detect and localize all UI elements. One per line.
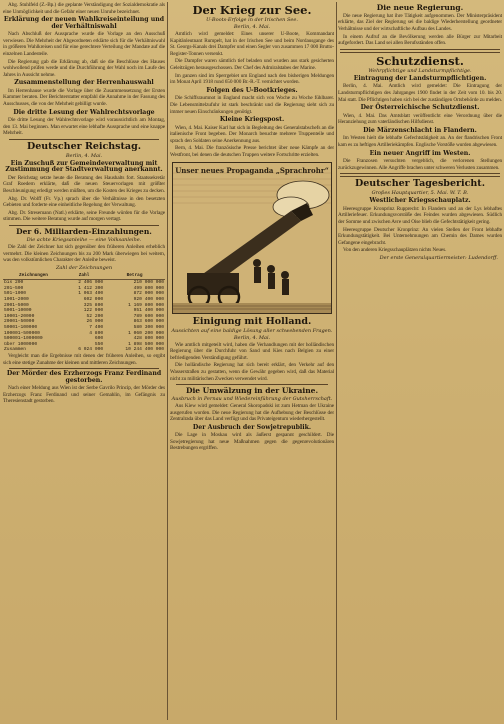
subscription-table [3, 272, 165, 353]
table-cell: 10 244 400 000 [125, 347, 164, 353]
headline: Die dritte Lesung der Wahlrechtsvorlage [13, 108, 155, 116]
table-cell: 50001–100000 [4, 325, 38, 331]
table-cell: 100001–500000 [4, 330, 40, 336]
headline: Eintragung der Landsturmpflichtigen. [353, 74, 487, 82]
table-header: Zeichnungen [3, 272, 64, 280]
table-cell: 920 400 000 [133, 297, 164, 303]
headline: Die Märzenschlacht in Flandern. [363, 126, 477, 134]
article-paragraph: Die holländische Regierung hat sich bereit erklärt, den Verkehr auf den Wasserstraßen zu gestatten, wenn die Gewähr gegeben wird, daß das Material nicht zu militärischen Zwecken verwendet wird. [170, 362, 334, 382]
article-paragraph: Nach Abschluß der Aussprache wurde die Vorlage an den Ausschuß verwiesen. Die Mehrheit der Abgeordneten erklärte sich für die Verhältniswahl in größeren Wahlkreisen und für eine gerechtere Verteilung der Mandate auf die einzelnen Landesteile. [3, 31, 165, 57]
headline: Der Mörder des Erzherzogs Franz Ferdinand gestorben. [6, 370, 162, 384]
table-cell: 872 000 000 [133, 291, 164, 297]
subheadline: Wehrpflichtige und Landsturmpflichtige. [368, 67, 472, 74]
article-paragraph: Von den anderen Kriegsschauplätzen nichts Neues. [343, 247, 447, 254]
dateline: Berlin, 4. Mai. [233, 24, 271, 31]
article-paragraph: Heeresgruppe Deutscher Kronprinz: An vielen Stellen der Front lebhafte Erkundungstätigkeit. Bei Unternehmungen am Chemin des Dames wurden Gefangene eingebracht. [338, 226, 502, 246]
column-center [170, 2, 334, 720]
table-cell: 10001–20000 [4, 313, 35, 319]
divider [176, 384, 328, 385]
divider [9, 225, 159, 226]
subheadline: Ein Zuschuß zur Gemeindeverwaltung mit Zustimmung der Stadtverwaltung anerkannt. [5, 159, 163, 174]
dateline: Großes Hauptquartier, 5. Mai. W. T. B. [371, 190, 469, 197]
table-cell: 602 000 [83, 297, 104, 303]
table-cell: 52 200 [86, 313, 104, 319]
table-cell: 499 800 000 [133, 285, 164, 291]
article-paragraph: Nach einer Meldung aus Wien ist der Serbe Gavrilo Princip, der Mörder des Erzherzogs Franz Ferdinand und seiner Gemahlin, im Gefängnis zu Theresienstadt gestorben. [3, 385, 165, 405]
table-cell: 2001–5000 [4, 302, 29, 308]
table-cell: 210 000 000 [133, 280, 164, 286]
table-cell: 580 300 000 [133, 325, 164, 331]
article-paragraph: Im Herrenhause wurde die Vorlage über die Zusammensetzung der Ersten Kammer beraten. Der Berichterstatter empfahl die Annahme in der Fassung des Ausschusses, die von der Mehrheit gebilligt wurde. [3, 87, 165, 108]
article-paragraph: In einem Aufruf an die Bevölkerung werden alle Bürger zur Mitarbeit aufgefordert. Das Land sei allen Berufsständen offen. [338, 33, 502, 47]
section-headline-sea-war: Der Krieg zur See. [192, 3, 312, 17]
article-paragraph: Abg. Dr. Stresemann (Natl.) erklärte, seine Freunde würden für die Vorlage stimmen. Die weitere Beratung wurde auf morgen vertagt. [3, 209, 165, 223]
divider [9, 368, 159, 369]
table-cell: 122 900 [83, 308, 104, 314]
article-paragraph: Die Regierung gab die Erklärung ab, daß sie die Beschlüsse des Hauses wohlwollend prüfen werde und die Durchführung der Wahl noch im Laufe des Jahres in Aussicht nehme. [3, 58, 165, 78]
section-headline-tagesbericht: Deutscher Tagesbericht. [354, 178, 485, 190]
article-paragraph: Im ganzen sind im Sperrgebiet um England nach den bisherigen Meldungen im Monat April 1918 rund 650 000 Br.-R.-T. vernichtet worden. [170, 72, 334, 86]
signature: Der erste Generalquartiermeister: Ludendorff. [379, 254, 498, 261]
article-paragraph: Bern, 4. Mai. Die französische Presse berichtet über neue Kämpfe an der Westfront, bei denen die deutschen Truppen weitere Fortschritte erzielten. [170, 145, 334, 158]
table-cell: 4 800 [89, 330, 104, 336]
divider [9, 139, 159, 140]
table-cell: 1 412 300 [78, 285, 104, 291]
table-cell: 550 [94, 341, 104, 347]
cartoon-illustration [172, 162, 332, 314]
article-paragraph: Im Westen hielt die lebhafte Gefechtstätigkeit an. An der flandrischen Front kam es zu heftigen Artilleriekämpfen. Englische Vorstöße wurden abgewiesen. [338, 135, 502, 148]
cartoon-drawing [173, 163, 332, 313]
headline: Westlicher Kriegsschauplatz. [369, 197, 471, 205]
article-paragraph: Abg. Dr. Wolff (Fr. Vp.) sprach über die Verhältnisse in den besetzten Gebieten und forderte eine einheitliche Regelung der Verwaltung. [3, 195, 165, 209]
section-headline-holland: Einigung mit Holland. [192, 315, 312, 327]
subheadline: U-Boots-Erfolge in der Irischen See. [206, 17, 298, 24]
table-cell: 863 600 000 [133, 319, 164, 325]
table-cell: 6 024 000 [78, 347, 104, 353]
table-row [3, 297, 165, 303]
table-cell: 2 406 000 [78, 280, 104, 286]
headline: Ein neuer Angriff im Westen. [369, 149, 471, 157]
divider [340, 173, 500, 177]
poster-caption: Unser neues Propaganda „Sprachrohr“ [175, 165, 329, 175]
table-cell: 20001–50000 [4, 319, 35, 325]
article-paragraph: Heeresgruppe Kronprinz Rupprecht: In Flandern und an der Lys lebhaftes Artilleriefeuer. Erkundungsvorstöße des Feindes wurden abgewiesen. Südlich der Somme und zwischen Avre und Oise blieb die Gefechtstätigkeit gering. [338, 205, 502, 225]
table-cell: Zusammen [4, 347, 27, 353]
table-cell: 789 600 000 [133, 313, 164, 319]
table-cell: 5001–10000 [4, 308, 32, 314]
headline: Zusammenstellung der Herrenhauswahl [14, 79, 154, 87]
table-cell: 1 063 400 [78, 291, 104, 297]
intro-text: Abg. Stuhlfeld (Z.-Bp.) die geplante Verständigung der Sozialdemokratie als eine Unmöglichkeit und die Gefahr einer neuen Unruhe bezeichnet. [3, 2, 165, 15]
section-headline-ukraine: Die Umwälzung in der Ukraine. [185, 386, 319, 396]
article-paragraph: Die Dampfer waren sämtlich tief beladen und wurden aus stark gesicherten Geleitzügen herausgeschossen. Der Chef des Admiralstabes der Marine. [170, 58, 334, 72]
table-cell: 201–500 [4, 285, 24, 291]
subheadline: Aussichten auf eine baldige Lösung aller schwebenden Fragen. [171, 327, 333, 334]
divider [340, 49, 500, 53]
dateline: Berlin, 4. Mai. [65, 152, 103, 159]
table-cell: 501–1000 [4, 291, 27, 297]
article-paragraph: Amtlich wird gemeldet: Eines unserer U-Boote, Kommandant Kapitänleutnant Rumpelt, hat in der Irischen See und beim Nordausgange des St. Georgs-Kanals drei Dampfer und einen Segler von zusammen 17 000 Brutto-Register-Tonnen versenkt. [170, 31, 334, 57]
table-title: Zahl der Zeichnungen [55, 264, 113, 271]
table-header: Zahl [64, 272, 104, 280]
headline: Der Österreichische Schutzdienst. [360, 104, 480, 112]
article-paragraph: Aus Kiew wird gemeldet: General Skoropadski ist zum Hetman der Ukraine ausgerufen worden. Die neue Regierung hat die Aufhebung der Beschlüsse der Zentralrada über das Land verfügt und das Privateigentum wiederhergestellt. [170, 402, 334, 423]
table-cell: 600 [94, 336, 104, 342]
subheadline: Ausbruch in Pernau und Wiedereinführung der Gutsherrschaft. [171, 395, 333, 402]
section-headline-schutzdienst: Schutzdienst. [376, 53, 464, 68]
table-cell: 325 800 [83, 302, 104, 308]
column-rule [167, 2, 168, 720]
table-cell: über 1000000 [4, 341, 38, 347]
article-paragraph: Wie amtlich mitgeteilt wird, haben die Verhandlungen mit der holländischen Regierung über die Durchfuhr von Sand und Kies nach Belgien zu einer befriedigenden Verständigung geführt. [170, 341, 334, 361]
table-cell: 1 169 800 000 [128, 302, 164, 308]
section-headline-anleihe: Der 6. Milliarden-Einzahlungen. [16, 227, 152, 237]
subheadline: Die achte Kriegsanleihe — eine Volksanleihe. [26, 236, 142, 243]
article-paragraph: Die neue Regierung hat ihre Tätigkeit aufgenommen. Der Ministerpräsident erklärte, das Ziel der Regierung sei die baldige Wiederherstellung geordneter Verhältnisse und der wirtschaftliche Aufbau des Landes. [338, 12, 502, 33]
headline: Der Ausbruch der Sowjetrepublik. [192, 423, 312, 431]
table-cell: 1001–2000 [4, 297, 29, 303]
article-paragraph: Die Zahl der Zeichner hat sich gegenüber den früheren Anleihen erheblich vermehrt. Die kleinen Zeichnungen bis zu 200 Mark überwiegen bei weitem, was den volkstümlichen Charakter der Anleihe beweist. [3, 243, 165, 264]
article-paragraph: Wien, 4. Mai. Kaiser Karl hat sich in Begleitung des Generalstabschefs an die italienische Front begeben. Der Monarch besuchte mehrere Truppenteile und sprach den Soldaten seine Anerkennung aus. [170, 124, 334, 144]
table-cell: 1 060 200 000 [128, 330, 164, 336]
column-rule [336, 2, 337, 720]
headline: Die neue Regierung. [376, 3, 464, 12]
column-left [3, 2, 165, 720]
table-cell: 26 000 [86, 319, 104, 325]
table-cell: 951 400 000 [133, 308, 164, 314]
article-paragraph: Der Reichstag setzte heute die Beratung des Haushalts fort. Staatssekretär Graf Roedern erklärte, daß die neuen Steuervorlagen mit größter Beschleunigung erledigt werden müßten, um die Kosten des Krieges zu decken. [3, 174, 165, 195]
article-paragraph: Wien, 4. Mai. Das Amtsblatt veröffentlicht eine Verordnung über die Heranziehung zum vaterländischen Hilfsdienst. [338, 112, 502, 126]
section-headline-reichstag: Deutscher Reichstag. [26, 140, 142, 152]
column-right [338, 2, 502, 720]
article-paragraph: Die dritte Lesung der Wahlrechtsvorlage wird voraussichtlich am Montag, den 13. Mai beginnen. Man erwartet eine lebhafte Aussprache und eine knappe Mehrheit. [3, 117, 165, 137]
table-cell: 500001–1000000 [4, 336, 43, 342]
table-cell: 7 400 [89, 325, 104, 331]
article-paragraph: Die Lage in Moskau wird als äußerst gespannt geschildert. Die Sowjetregierung hat neue Maßnahmen gegen die gegenrevolutionären Bestrebungen ergriffen. [170, 432, 334, 452]
table-cell: bis 200 [4, 280, 24, 286]
headline: Folgen des U-Bootkrieges. [206, 86, 298, 94]
table-cell: 1 898 500 000 [128, 341, 164, 347]
dateline: Berlin, 4. Mai. [233, 334, 271, 341]
headline: Erklärung der neuen Wahlkreiseinteilung und der Verhältniswahl [3, 16, 165, 30]
table-cell: 428 800 000 [133, 336, 164, 342]
article-paragraph: Die Franzosen versuchten vergeblich, die verlorenen Stellungen zurückzugewinnen. Alle Angriffe brachen unter schweren Verlusten zusammen. [338, 158, 502, 171]
table-header: Betrag [104, 272, 165, 280]
article-paragraph: Vergleicht man die Ergebnisse mit denen der früheren Anleihen, so ergibt sich eine stetige Zunahme der kleinen und mittleren Zeichnungen. [3, 353, 165, 366]
article-paragraph: Berlin, 4. Mai. Amtlich wird gemeldet: Die Eintragung der Landsturmpflichtigen des Jahrganges 1900 findet in der Zeit vom 10. bis 20. Mai statt. Die Pflichtigen haben sich bei der zuständigen Ortsbehörde zu melden. [338, 83, 502, 103]
article-paragraph: Die Schiffsraumnot in England macht sich von Woche zu Woche fühlbarer. Die Lebensmittelzufuhr ist stark beschränkt und die Regierung sieht sich zu immer neuen Einschränkungen genötigt. [170, 95, 334, 115]
headline: Kleine Kriegspost. [219, 116, 285, 124]
